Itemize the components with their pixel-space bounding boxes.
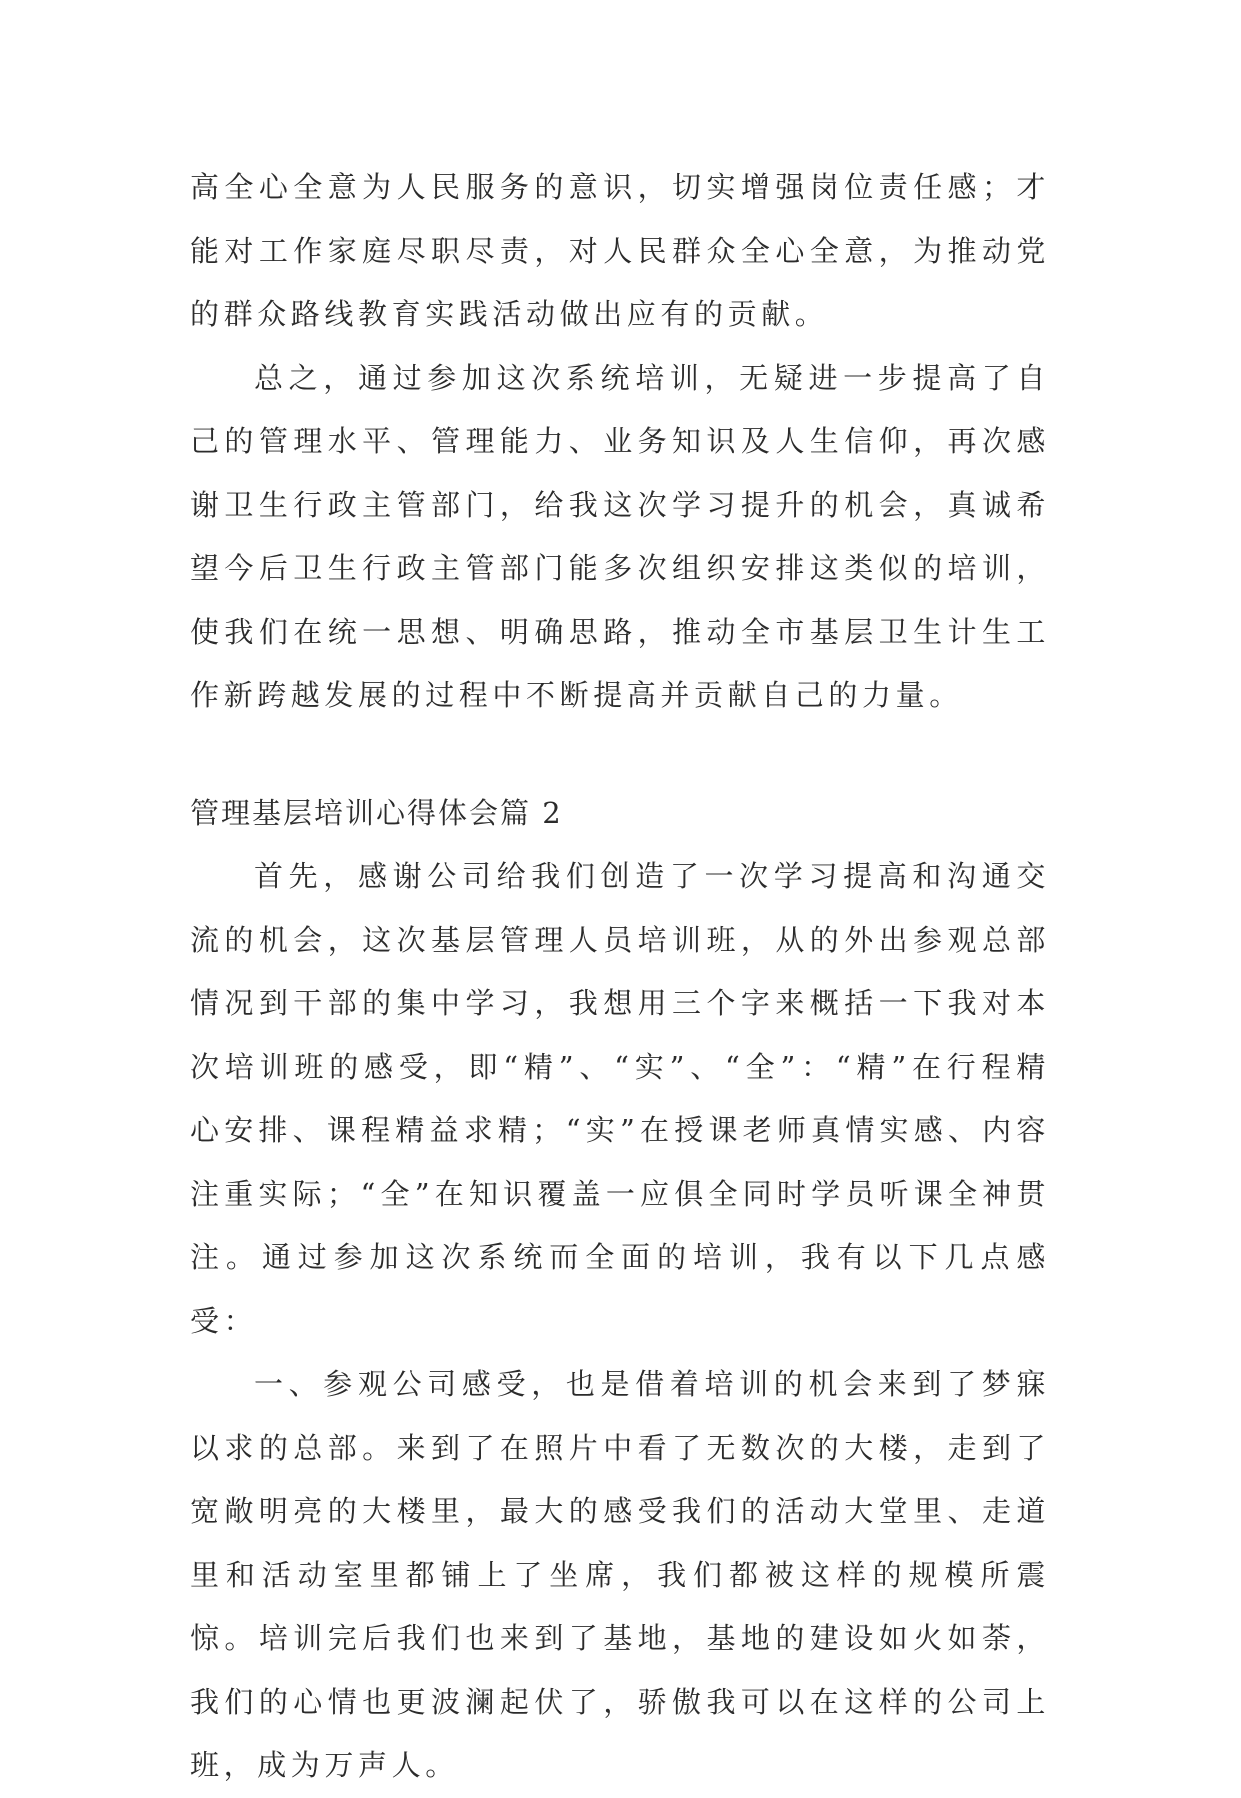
- paragraph-continued: 高全心全意为人民服务的意识，切实增强岗位责任感；才能对工作家庭尽职尽责，对人民群众全心全意，为推动党的群众路线教育实践活动做出应有的贡献。: [190, 170, 1050, 331]
- section-heading: 管理基层培训心得体会篇 2: [190, 795, 563, 830]
- paragraph-intro: 首先，感谢公司给我们创造了一次学习提高和沟通交流的机会，这次基层管理人员培训班，从的外出参观总部情况到干部的集中学习，我想用三个字来概括一下我对本次培训班的感受，即“精”、“实”、“全”：“精”在行程精心安排、课程精益求精；“实”在授课老师真情实感、内容注重实际；“全”在知识覆盖一应俱全同时学员听课全神贯注。通过参加这次系统而全面的培训，我有以下几点感受：: [190, 859, 1050, 1338]
- paragraph-summary: 总之，通过参加这次系统培训，无疑进一步提高了自己的管理水平、管理能力、业务知识及人生信仰，再次感谢卫生行政主管部门，给我这次学习提升的机会，真诚希望今后卫生行政主管部门能多次组织安排这类似的培训，使我们在统一思想、明确思路，推动全市基层卫生计生工作新跨越发展的过程中不断提高并贡献自己的力量。: [190, 360, 1050, 712]
- document-body: [190, 156, 1050, 1798]
- paragraph-point-one: 一、参观公司感受，也是借着培训的机会来到了梦寐以求的总部。来到了在照片中看了无数次的大楼，走到了宽敞明亮的大楼里，最大的感受我们的活动大堂里、走道里和活动室里都铺上了坐席，我们都被这样的规模所震惊。培训完后我们也来到了基地，基地的建设如火如荼，我们的心情也更波澜起伏了，骄傲我可以在这样的公司上班，成为万声人。: [190, 1367, 1050, 1782]
